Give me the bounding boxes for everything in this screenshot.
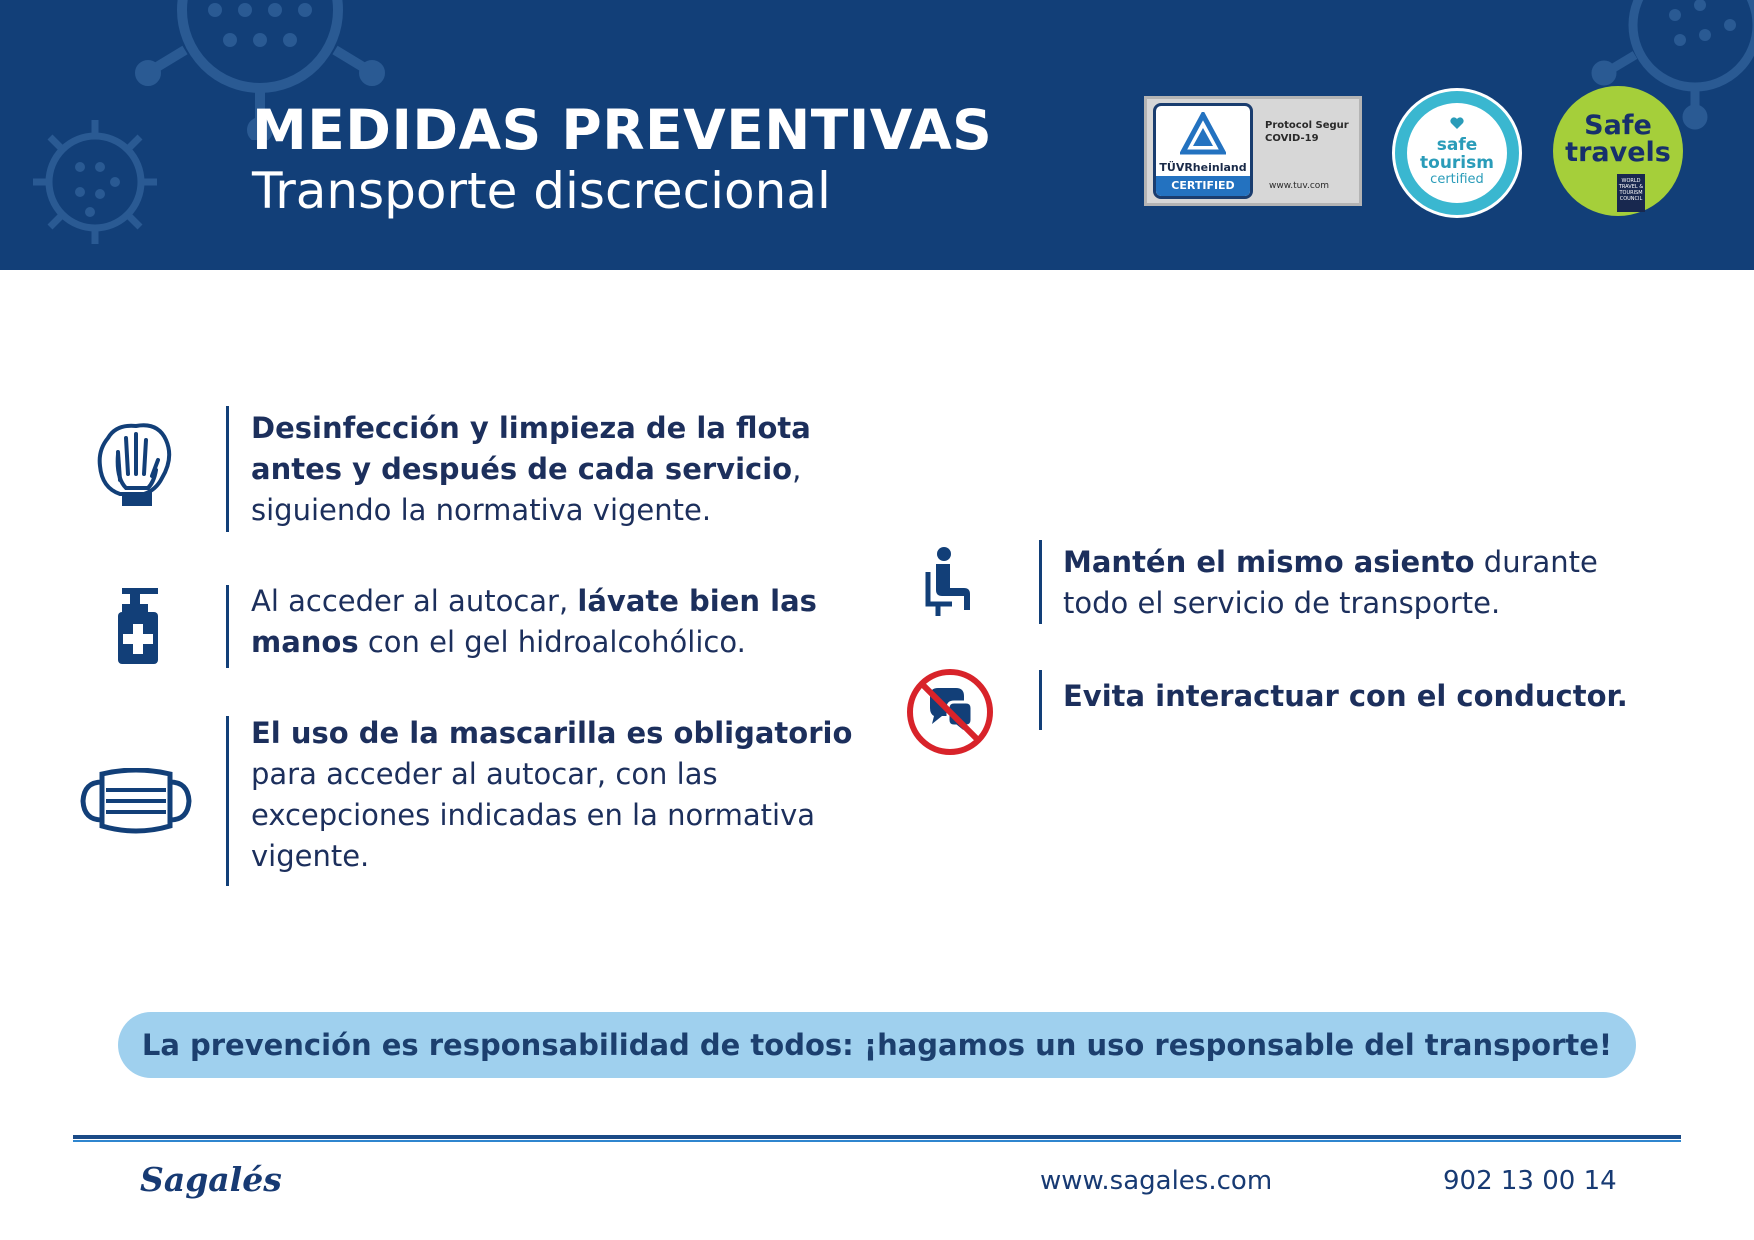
footer-divider-accent xyxy=(73,1140,1681,1142)
divider-bar xyxy=(1039,540,1042,624)
footer-divider xyxy=(73,1135,1681,1139)
wttc-logo: WORLD TRAVEL & TOURISM COUNCIL xyxy=(1617,174,1645,212)
tuv-protocol-text: Protocol Segur COVID-19 xyxy=(1265,120,1349,144)
measure-seat-rest: durante todo el servicio de transporte. xyxy=(1063,545,1598,620)
virus-decoration-icon xyxy=(25,112,165,252)
measure-mask-bold: El uso de la mascarilla es obligatorio xyxy=(251,716,853,750)
safe-travels-line1: Safe xyxy=(1584,110,1652,141)
safe-tourism-line2: tourism xyxy=(1420,153,1494,173)
measure-mask-rest: para acceder al autocar, con las excepciones indicadas en la normativa vigente. xyxy=(251,757,815,873)
face-mask-icon xyxy=(78,768,194,834)
divider-bar xyxy=(226,406,229,532)
hand-glove-icon xyxy=(96,418,176,514)
heart-icon xyxy=(1450,117,1464,130)
sagales-logo: Sagalés xyxy=(140,1160,282,1199)
tuv-triangle-icon xyxy=(1180,112,1226,156)
measure-driver-text xyxy=(1063,676,1713,717)
measure-disinfection-rest: , siguiendo la normativa vigente. xyxy=(251,452,802,527)
phone-number[interactable]: 902 13 00 14 xyxy=(1443,1166,1617,1196)
no-talking-icon xyxy=(904,666,996,758)
measure-handwash-rest: con el gel hidroalcohólico. xyxy=(358,625,746,659)
divider-bar xyxy=(226,585,229,668)
safe-tourism-inner xyxy=(1407,103,1507,203)
tuv-certified-label: CERTIFIED xyxy=(1156,176,1250,196)
hand-sanitizer-icon xyxy=(108,586,164,666)
measure-driver-bold: Evita interactuar con el conductor. xyxy=(1063,679,1628,713)
page-title: MEDIDAS PREVENTIVAS xyxy=(252,98,993,162)
safe-travels-badge xyxy=(1553,86,1683,216)
safe-tourism-line3: certified xyxy=(1430,172,1484,187)
safe-tourism-line1: safe xyxy=(1436,135,1478,155)
measure-disinfection-bold: Desinfección y limpieza de la flota antes y después de cada servicio xyxy=(251,411,811,486)
header-band xyxy=(0,0,1754,270)
tuv-url-text: www.tuv.com xyxy=(1269,181,1330,191)
measure-disinfection-text xyxy=(251,408,851,531)
safe-travels-line2: travels xyxy=(1565,137,1671,168)
seated-person-icon xyxy=(924,546,974,618)
measure-seat-bold: Mantén el mismo asiento xyxy=(1063,545,1475,579)
responsibility-banner: La prevención es responsabilidad de todos: ¡hagamos un uso responsable del transporte! xyxy=(118,1012,1636,1078)
website-link[interactable]: www.sagales.com xyxy=(1040,1166,1273,1196)
measure-mask-text xyxy=(251,713,871,877)
divider-bar xyxy=(1039,670,1042,730)
measure-seat-text xyxy=(1063,542,1663,624)
tuv-certification-badge xyxy=(1144,96,1362,206)
tuv-logo xyxy=(1153,103,1253,199)
page-subtitle: Transporte discrecional xyxy=(252,162,831,220)
divider-bar xyxy=(226,716,229,886)
measure-handwash-pre: Al acceder al autocar, xyxy=(251,584,578,618)
safe-tourism-badge xyxy=(1392,88,1522,218)
measure-handwash-bold: lávate bien las manos xyxy=(251,584,817,659)
measure-handwash-text xyxy=(251,581,851,663)
tuv-brand-text: TÜVRheinland xyxy=(1159,161,1247,174)
